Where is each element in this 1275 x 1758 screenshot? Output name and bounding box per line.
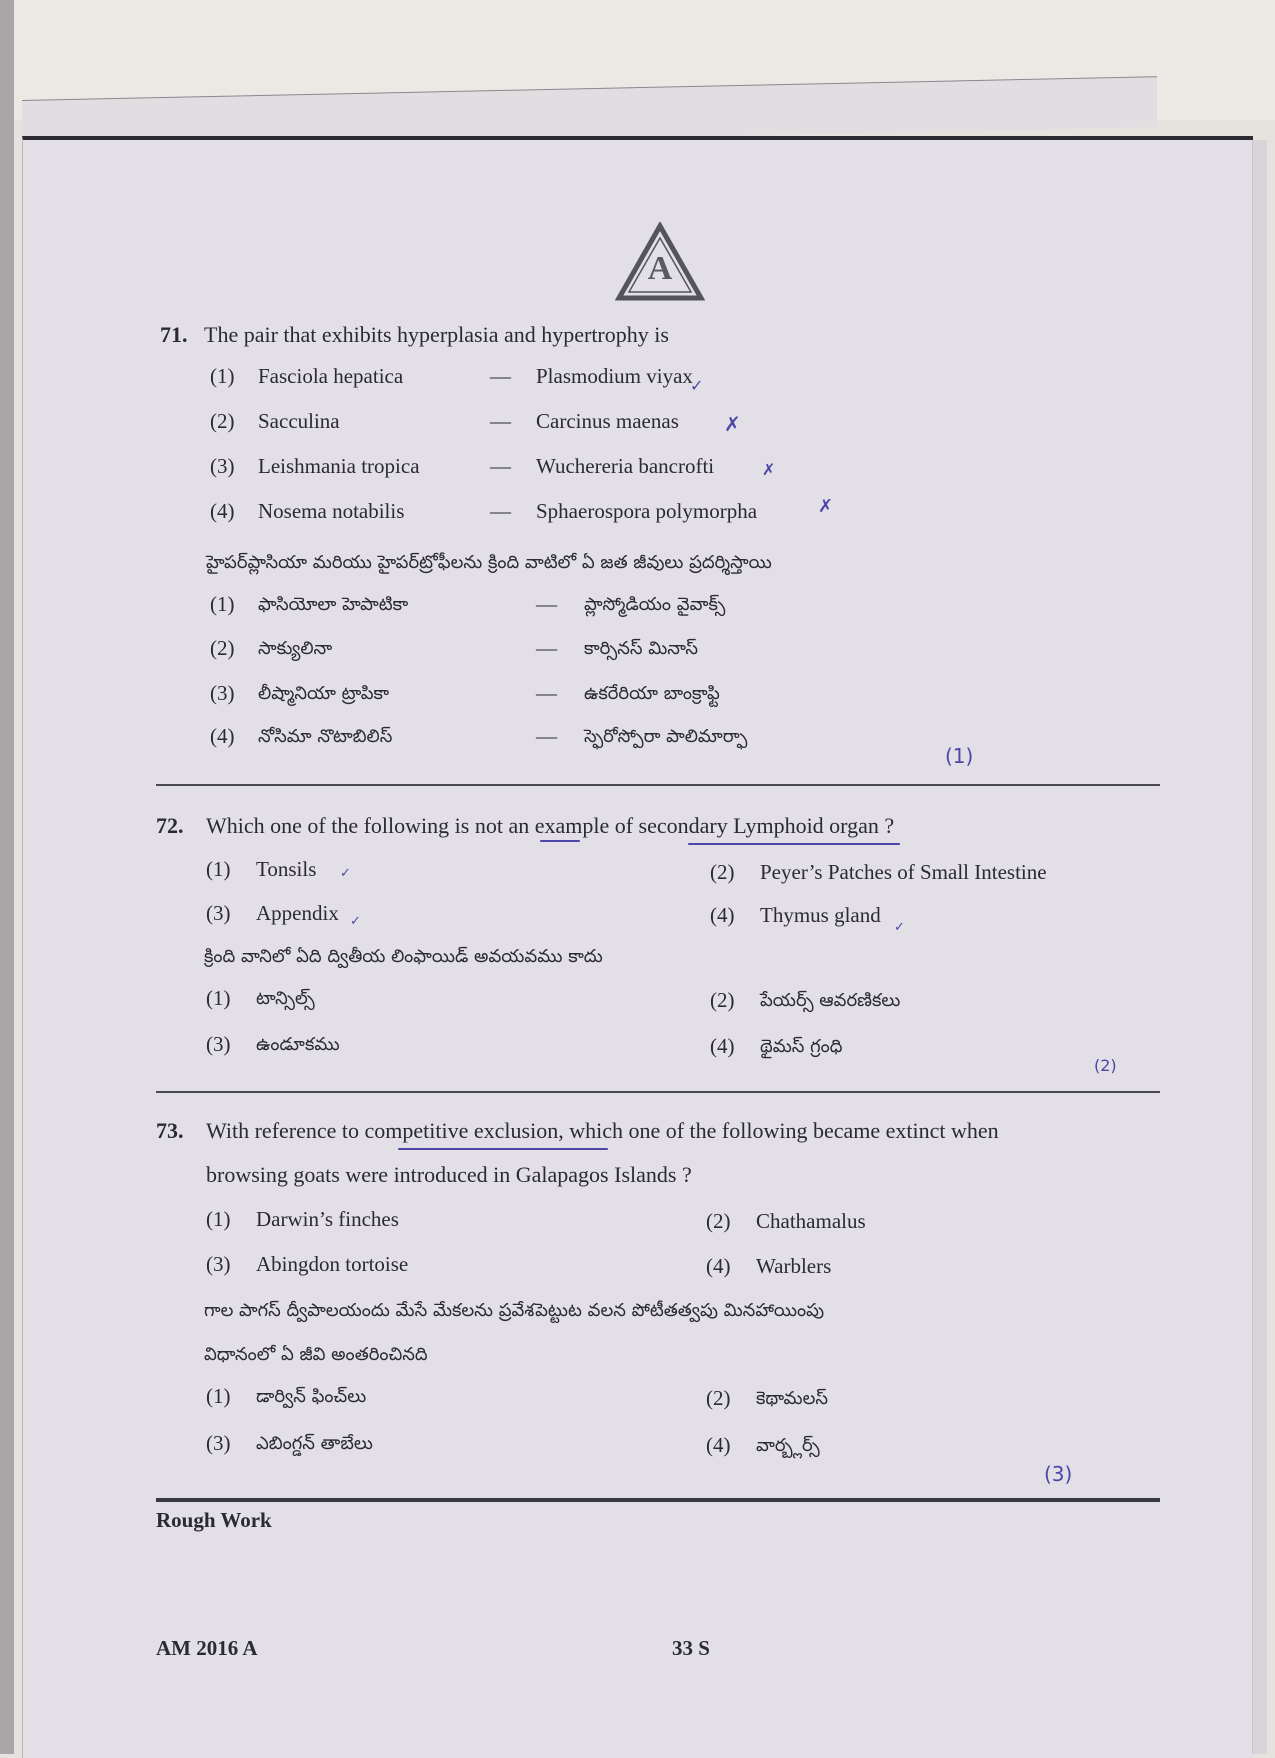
option-left-te: లీష్మానియా ట్రాపికా	[258, 683, 390, 704]
option-left: Nosema notabilis	[258, 499, 405, 523]
option-num: (3)	[206, 901, 231, 925]
option-num: (3)	[210, 454, 235, 478]
option-right-te: కార్సినస్ మినాస్	[584, 638, 699, 659]
ink-underline	[540, 840, 580, 842]
option-num: (2)	[210, 409, 235, 433]
question-text-te-cont: విధానంలో ఏ జీవి అంతరించినది	[204, 1344, 428, 1365]
handwritten-answer: (1)	[945, 744, 974, 768]
rough-work-divider	[156, 1498, 1160, 1502]
dash: —	[490, 454, 511, 478]
option-left: Fasciola hepatica	[258, 364, 404, 388]
question-text-en: With reference to competitive exclusion, which one of the following became extinct when	[206, 1118, 999, 1143]
option-num: (4)	[210, 499, 235, 523]
option-num: (2)	[706, 1209, 731, 1233]
booklet-code: AM 2016 A	[156, 1636, 258, 1660]
option-label-te: టాన్సిల్స్	[256, 988, 315, 1009]
option-label: Darwin’s finches	[256, 1207, 399, 1231]
dash: —	[536, 681, 557, 705]
option-num: (1)	[206, 1207, 231, 1231]
option-num: (3)	[210, 681, 235, 705]
option-label: Peyer’s Patches of Small Intestine	[760, 860, 1047, 884]
option-label: Chathamalus	[756, 1209, 866, 1233]
question-text-te: క్రింది వానిలో ఏది ద్వితీయ లింఫాయిడ్ అవయవము కాదు	[204, 946, 603, 967]
series-letter: A	[647, 250, 673, 287]
option-left-te: ఫాసియోలా హెపాటికా	[258, 594, 409, 615]
option-label: Warblers	[756, 1254, 832, 1278]
option-num: (3)	[206, 1032, 231, 1056]
option-right-te: ప్లాస్మోడియం వైవాక్స్	[584, 594, 726, 615]
dash: —	[536, 724, 557, 748]
option-num: (1)	[206, 1384, 231, 1408]
handwritten-answer: (3)	[1044, 1462, 1073, 1486]
option-num: (2)	[210, 636, 235, 660]
option-num: (2)	[706, 1386, 731, 1410]
scan-background-left	[0, 0, 14, 1754]
option-label: Abingdon tortoise	[256, 1252, 409, 1276]
option-num: (4)	[706, 1433, 731, 1457]
option-label-te: డార్విన్ ఫించ్‌లు	[256, 1386, 367, 1407]
option-label-te: థైమస్ గ్రంధి	[760, 1036, 843, 1057]
option-right: Sphaerospora polymorpha	[536, 499, 758, 523]
option-label-te: కెథామలస్	[756, 1388, 828, 1409]
question-number: 71.	[160, 322, 188, 347]
option-left-te: నోసిమా నొటాబిలిస్	[258, 726, 393, 747]
checkmark-icon: ✓	[690, 376, 704, 395]
checkmark-icon: ✓	[340, 866, 351, 881]
option-right: Carcinus maenas	[536, 409, 679, 433]
option-left: Sacculina	[258, 409, 340, 433]
option-num: (3)	[206, 1431, 231, 1455]
dash: —	[536, 636, 557, 660]
option-num: (1)	[206, 857, 231, 881]
option-num: (1)	[210, 364, 235, 388]
option-num: (4)	[706, 1254, 731, 1278]
option-label-te: పేయర్స్ ఆవరణికలు	[760, 990, 901, 1011]
question-number: 73.	[156, 1118, 184, 1143]
question-text-en: The pair that exhibits hyperplasia and hypertrophy is	[204, 322, 669, 347]
question-text-te: హైపర్‌ప్లాసియా మరియు హైపర్‌ట్రోఫీలను క్రింది వాటిలో ఏ జత జీవులు ప్రదర్శిస్తాయి	[206, 552, 772, 573]
question-text-te: గాల పాగస్ ద్వీపాలయందు మేసే మేకలను ప్రవేశపెట్టుట వలన పోటీతత్వపు మినహాయింపు	[204, 1300, 825, 1321]
dash: —	[490, 409, 511, 433]
series-badge	[615, 222, 705, 302]
option-label: Thymus gland	[760, 903, 881, 927]
dash: —	[490, 499, 511, 523]
option-label: Appendix	[256, 901, 339, 925]
option-left-te: సాక్యులినా	[258, 638, 333, 659]
option-right-te: స్ఫెరోస్పోరా పాలిమార్ఫా	[584, 726, 748, 747]
option-num: (4)	[710, 1034, 735, 1058]
checkmark-icon: ✓	[350, 914, 361, 929]
option-right: Plasmodium viyax	[536, 364, 693, 388]
cross-icon: ✗	[762, 460, 776, 479]
option-num: (1)	[206, 986, 231, 1010]
question-divider	[156, 784, 1160, 786]
option-right-te: ఉకరేరియా బాంక్రాఫ్టి	[584, 683, 720, 704]
dash: —	[490, 364, 511, 388]
ink-underline	[398, 1148, 608, 1150]
option-num: (2)	[710, 988, 735, 1012]
option-label-te: ఎబింగ్డన్ తాబేలు	[256, 1433, 373, 1454]
option-left: Leishmania tropica	[258, 454, 420, 478]
question-text-en-cont: browsing goats were introduced in Galapagos Islands ?	[206, 1162, 692, 1187]
option-num: (4)	[710, 903, 735, 927]
ink-underline	[688, 843, 900, 845]
page-right-edge	[1252, 140, 1267, 1754]
cross-icon: ✗	[818, 496, 834, 517]
handwritten-answer: (2)	[1094, 1056, 1117, 1075]
option-num: (3)	[206, 1252, 231, 1276]
option-label-te: ఉండూకము	[256, 1034, 340, 1055]
cross-icon: ✗	[724, 412, 741, 436]
checkmark-icon: ✓	[894, 920, 905, 935]
question-number: 72.	[156, 813, 184, 838]
question-text-en: Which one of the following is not an example of secondary Lymphoid organ ?	[206, 813, 895, 838]
option-num: (2)	[710, 860, 735, 884]
page-number: 33 S	[672, 1636, 710, 1660]
option-label: Tonsils	[256, 857, 317, 881]
option-num: (4)	[210, 724, 235, 748]
option-right: Wuchereria bancrofti	[536, 454, 715, 478]
question-divider	[156, 1091, 1160, 1093]
option-num: (1)	[210, 592, 235, 616]
dash: —	[536, 592, 557, 616]
option-label-te: వార్బ్లర్స్	[756, 1435, 820, 1456]
rough-work-label: Rough Work	[156, 1508, 272, 1532]
